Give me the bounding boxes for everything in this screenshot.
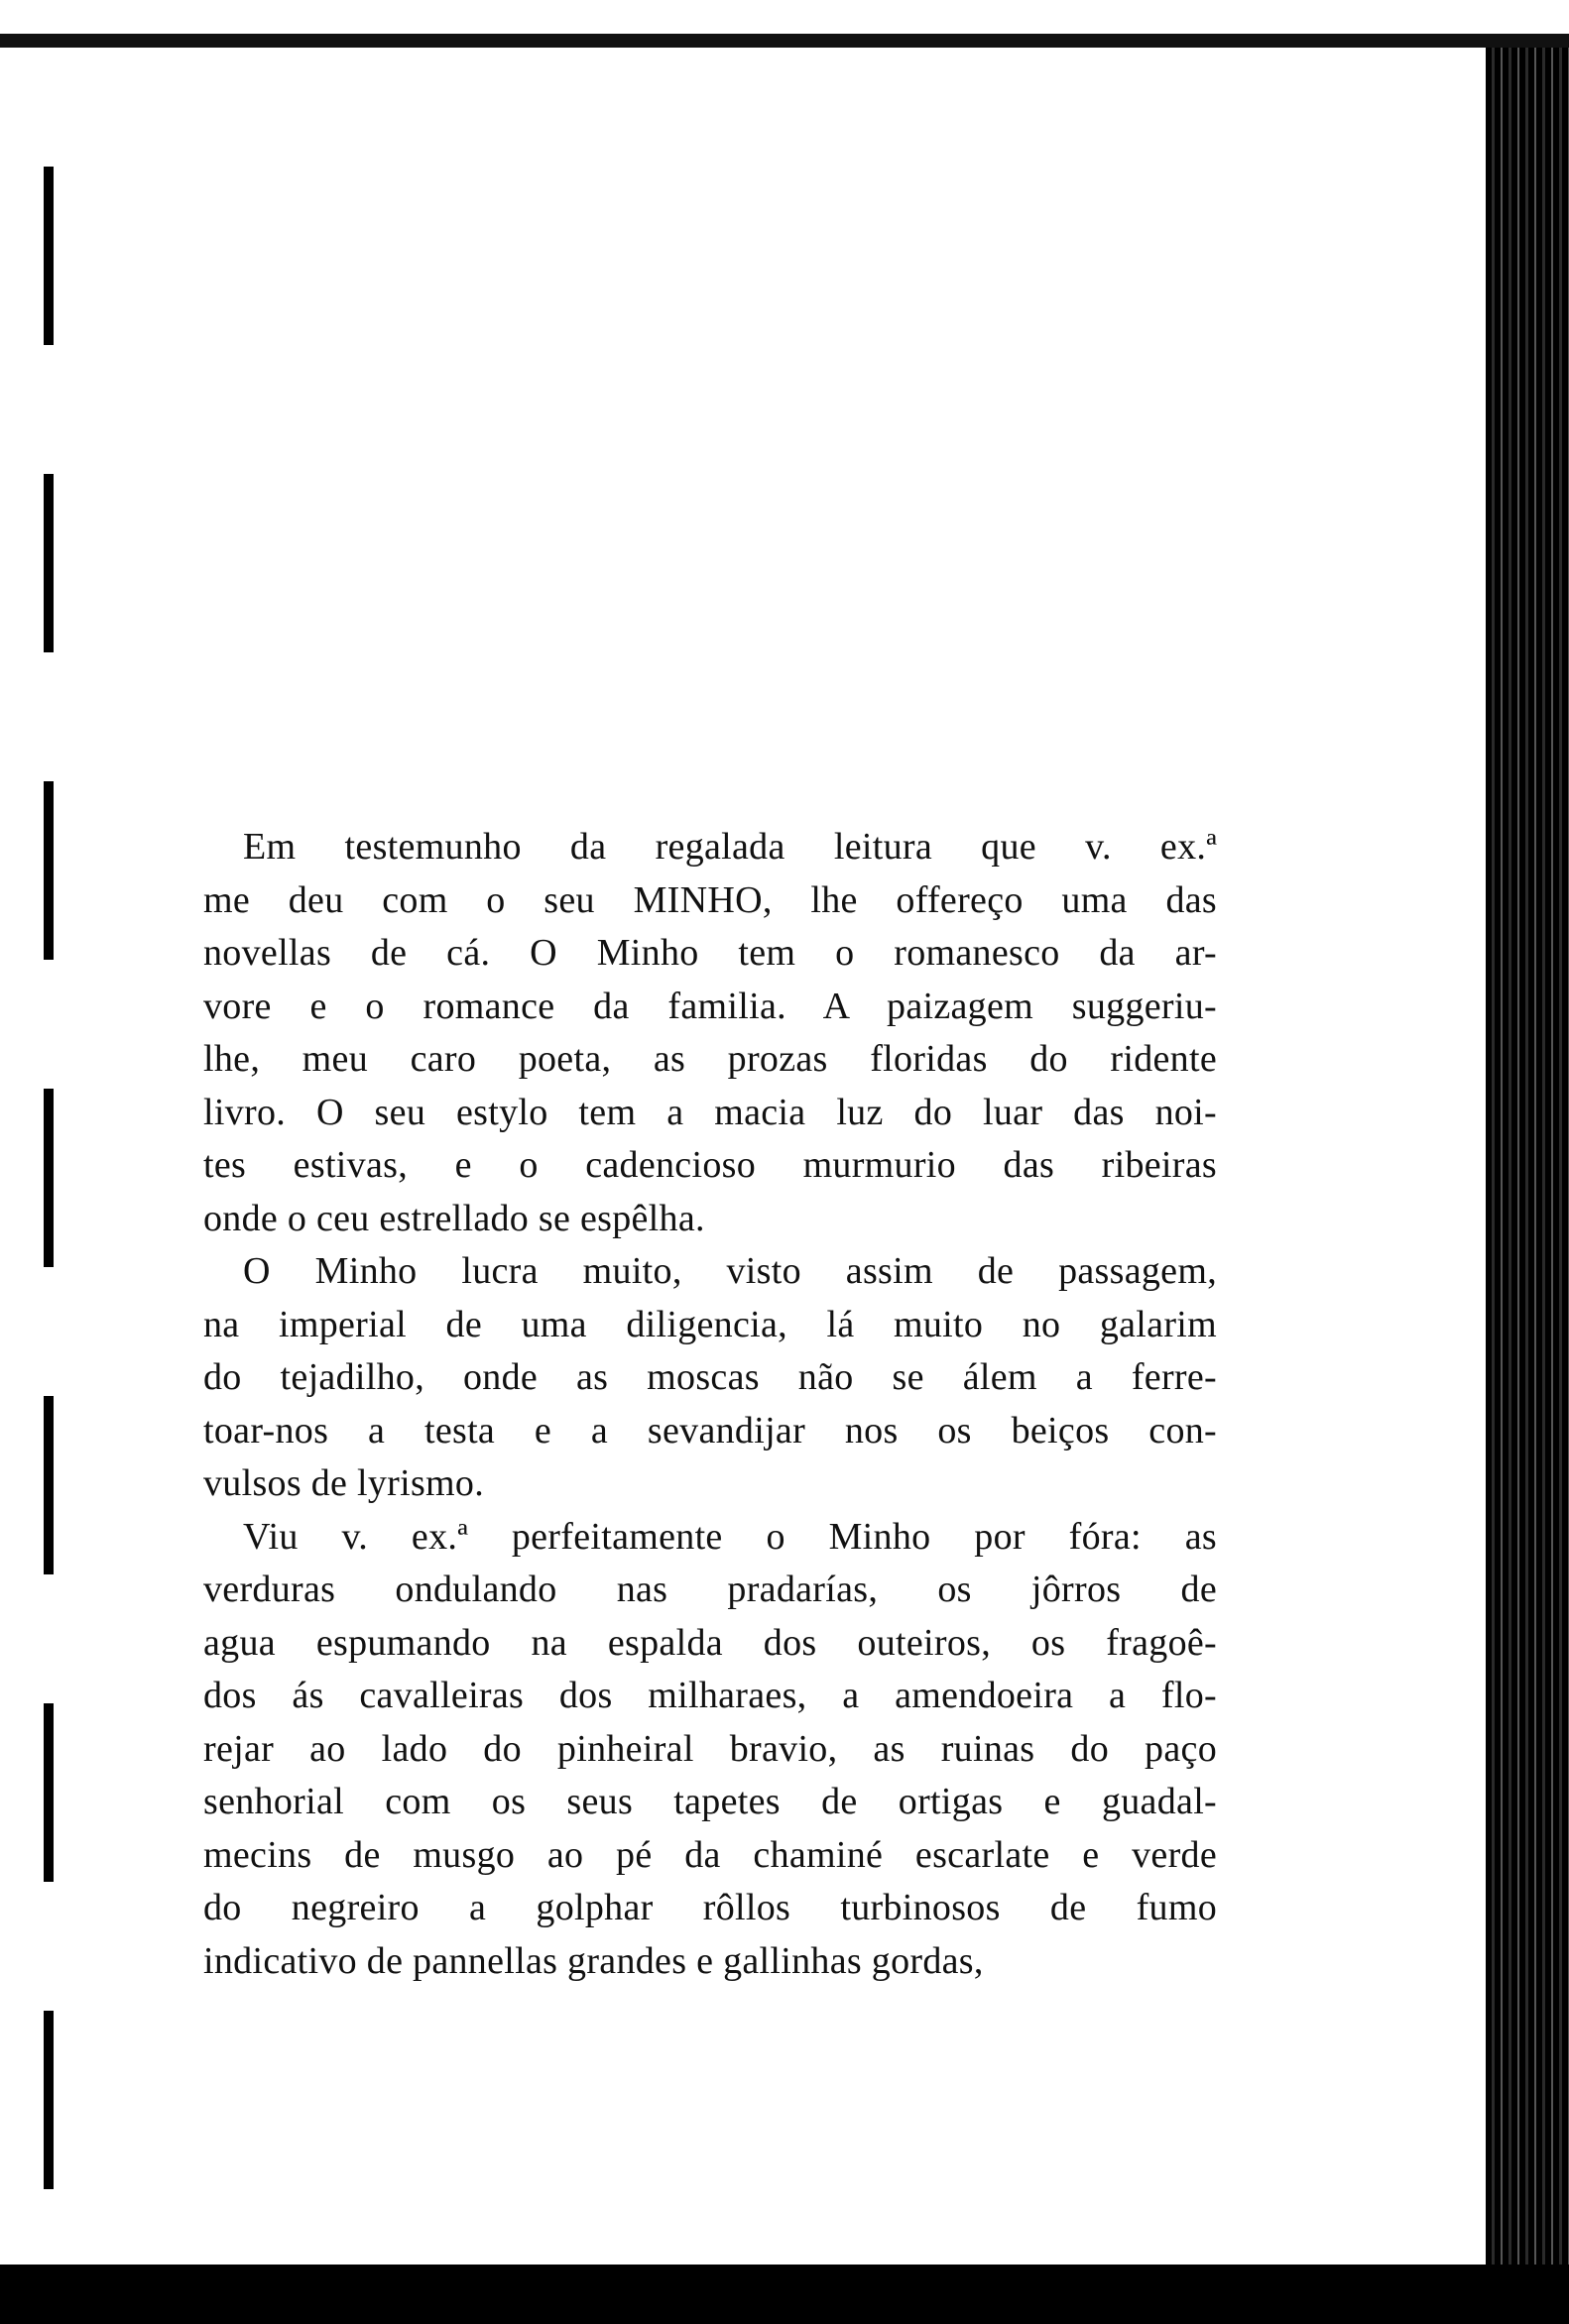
page-text — [203, 821, 1217, 1988]
text-line: Viu v. ex.ª perfeitamente o Minho por fóra: as — [243, 1515, 1217, 1558]
text-line: toar-nos a testa e a sevandijar nos os beiços con- — [203, 1409, 1217, 1452]
text-line: onde o ceu estrellado se espêlha. — [203, 1197, 705, 1239]
text-line: vulsos de lyrismo. — [203, 1462, 485, 1504]
text-line: agua espumando na espalda dos outeiros, os fragoê- — [203, 1621, 1217, 1664]
text-line: vore e o romance da familia. A paizagem suggeriu- — [203, 985, 1217, 1027]
text-line: dos ás cavalleiras dos milharaes, a amendoeira a flo- — [203, 1675, 1217, 1716]
text-line: Em testemunho da regalada leitura que v. ex.ª — [243, 826, 1217, 868]
text-line: lhe, meu caro poeta, as prozas floridas do ridente — [203, 1038, 1217, 1080]
top-binding-strip — [0, 0, 1569, 48]
text-line: mecins de musgo ao pé da chaminé escarlate e verde — [203, 1833, 1217, 1876]
text-line: novellas de cá. O Minho tem o romanesco da ar- — [203, 932, 1217, 974]
text-line: indicativo de pannellas grandes e gallinhas gordas, — [203, 1939, 984, 1982]
right-page-edge — [1486, 48, 1569, 2324]
left-margin-marks — [44, 167, 54, 2298]
text-line: verduras ondulando nas pradarías, os jôrros de — [203, 1569, 1217, 1610]
text-line: na imperial de uma diligencia, lá muito no galarim — [203, 1303, 1217, 1345]
text-line: me deu com o seu MINHO, lhe offereço uma das — [203, 878, 1217, 921]
text-line: do negreiro a golphar rôllos turbinosos de fumo — [203, 1887, 1217, 1928]
text-line: senhorial com os seus tapetes de ortigas e guadal- — [203, 1781, 1217, 1822]
text-line: do tejadilho, onde as moscas não se álem a ferre- — [203, 1356, 1217, 1398]
bottom-page-edge — [0, 2265, 1569, 2324]
text-line: livro. O seu estylo tem a macia luz do luar das noi- — [203, 1091, 1217, 1133]
text-line: rejar ao lado do pinheiral bravio, as ruinas do paço — [203, 1727, 1217, 1770]
text-line: tes estivas, e o cadencioso murmurio das ribeiras — [203, 1144, 1217, 1186]
text-line: O Minho lucra muito, visto assim de passagem, — [243, 1250, 1217, 1292]
